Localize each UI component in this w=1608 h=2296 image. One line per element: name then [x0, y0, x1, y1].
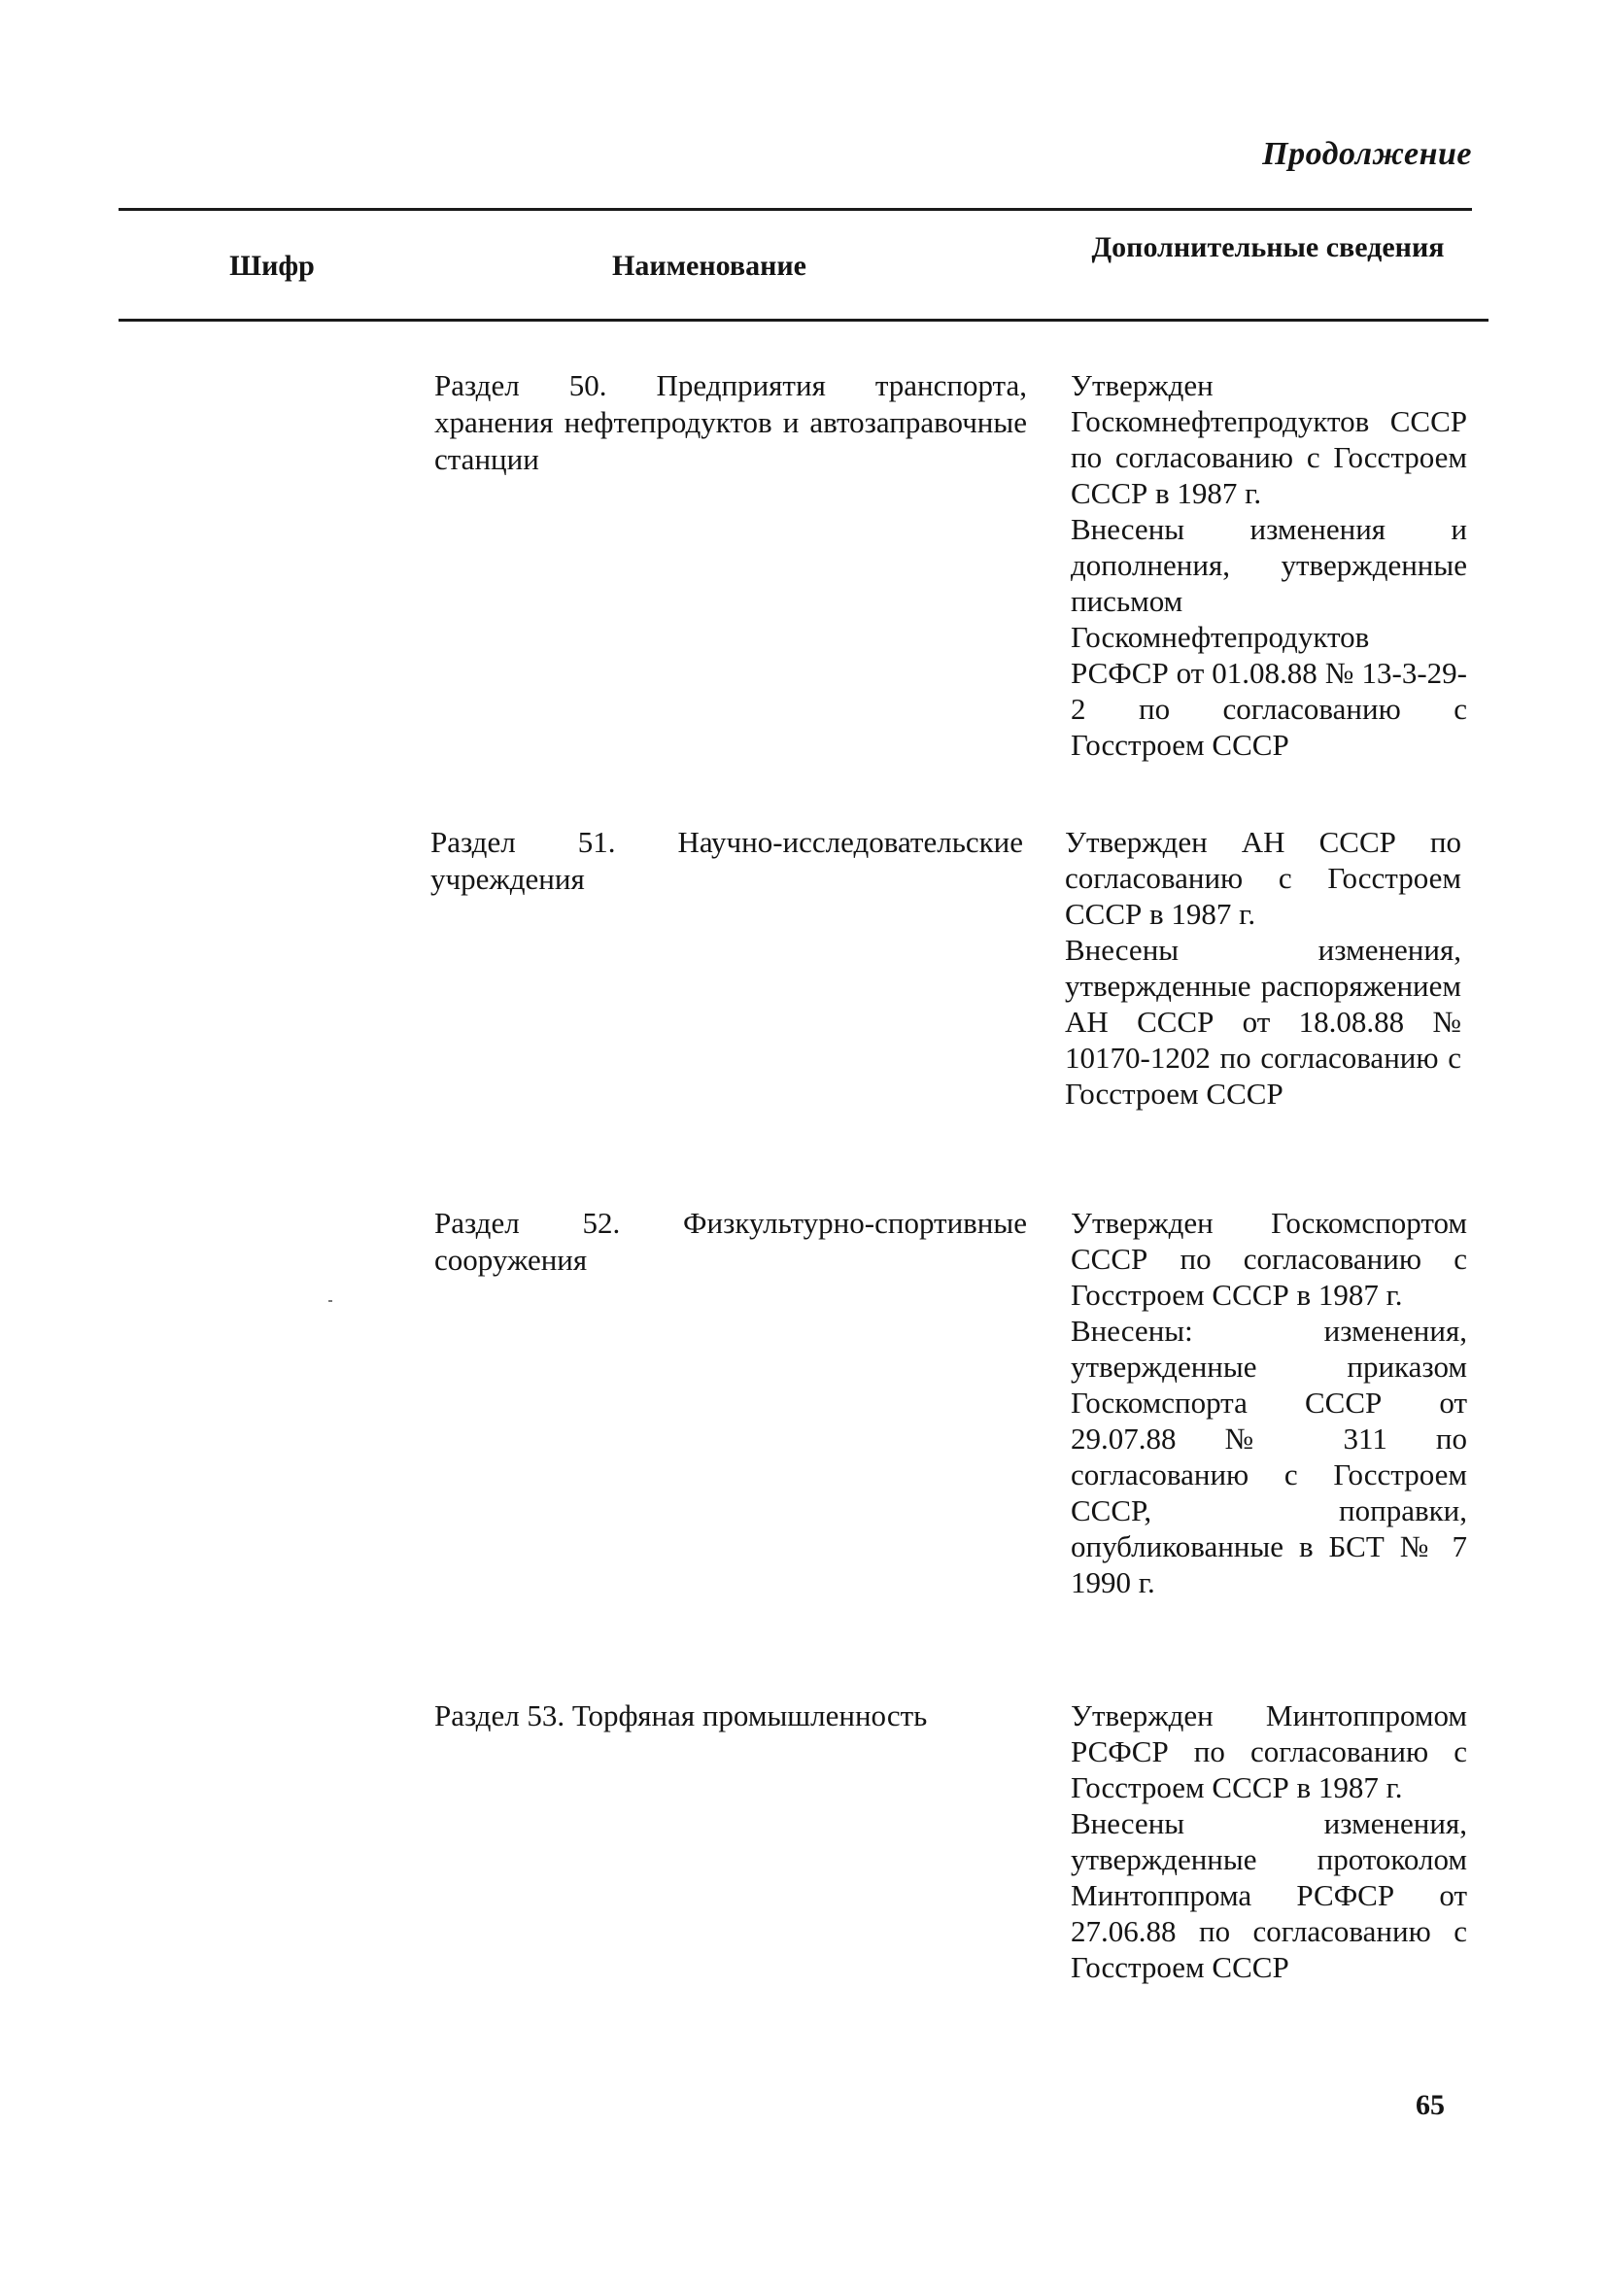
column-header-name: Наименование [612, 250, 806, 282]
table-top-rule [119, 208, 1472, 211]
row-extra-cell: Утвержден Госкомнефтепродуктов СССР по согласованию с Госстроем СССР в 1987 г. Внесены изменения и дополнения, утвержденные письмом Госкомнефтепродуктов РСФСР от 01.08.88 № 13-3-29-2 по согласованию с Госстроем СССР [1071, 368, 1467, 762]
row-name-cell: Раздел 53. Торфяная промышленность [434, 1698, 928, 1732]
row-extra-cell: Утвержден АН СССР по согласованию с Госстроем СССР в 1987 г. Внесены изменения, утвержденные распоряжением АН СССР от 18.08.88 № 10170-1202 по согласованию с Госстроем СССР [1065, 825, 1461, 1111]
column-header-extra: Дополнительные сведения [1091, 231, 1445, 263]
page-number: 65 [1416, 2089, 1445, 2121]
row-name-cell: Раздел 52. Физкультурно-спортивные сооружения [434, 1206, 1027, 1277]
column-header-code: Шифр [229, 250, 315, 282]
scan-speck [328, 1300, 332, 1302]
row-name-cell: Раздел 50. Предприятия транспорта, хранения нефтепродуктов и автозаправочные станции [434, 368, 1027, 476]
row-name-cell: Раздел 51. Научно-исследовательские учреждения [430, 825, 1023, 896]
continuation-label: Продолжение [1262, 136, 1472, 172]
row-extra-cell: Утвержден Госкомспортом СССР по согласованию с Госстроем СССР в 1987 г. Внесены: изменения, утвержденные приказом Госкомспорта СССР от 29.07.88 № 311 по согласованию с Госстроем СССР, поправки, опубликованные в БСТ № 7 1990 г. [1071, 1206, 1467, 1599]
table-header-rule [119, 319, 1488, 322]
row-extra-cell: Утвержден Минтоппромом РСФСР по согласованию с Госстроем СССР в 1987 г. Внесены изменения, утвержденные протоколом Минтоппрома РСФСР от 27.06.88 по согласованию с Госстроем СССР [1071, 1698, 1467, 1984]
